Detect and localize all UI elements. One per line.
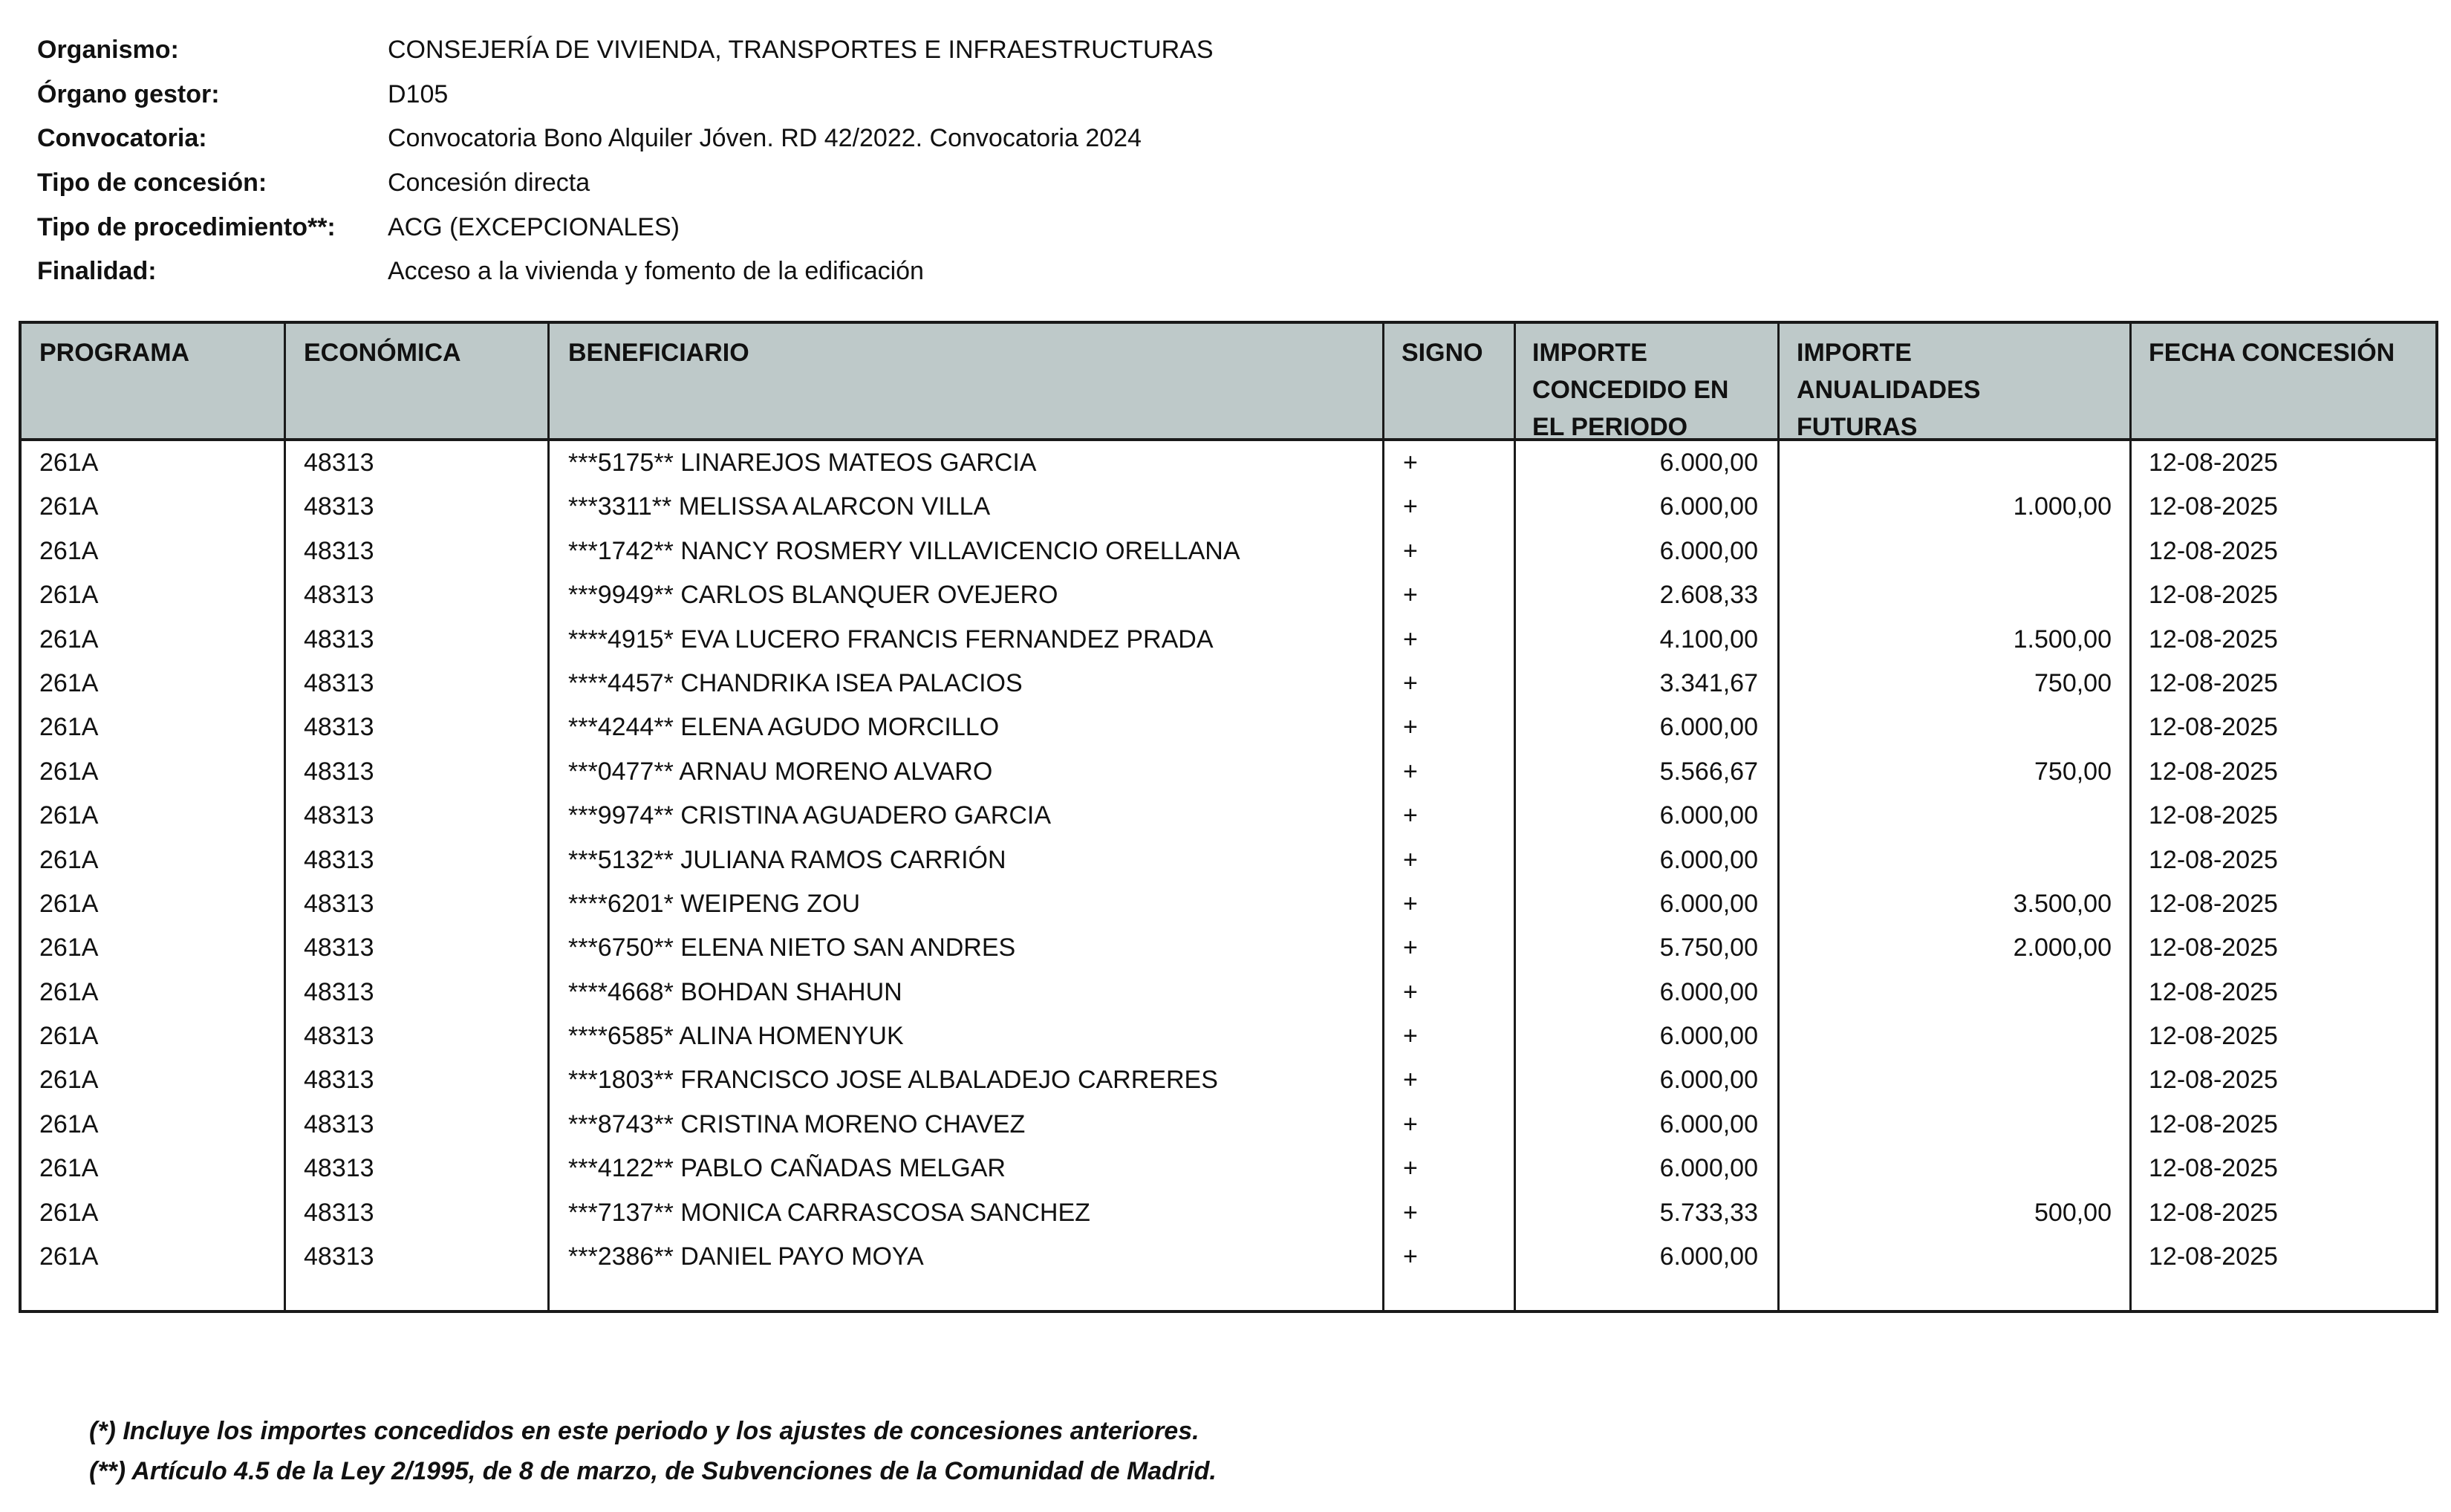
table-row: [22, 662, 2435, 706]
cell-economica: 48313: [304, 1022, 374, 1051]
cell-importe: 6.000,00: [1659, 536, 1758, 565]
cell-importe: 5.566,67: [1659, 757, 1758, 786]
table-row: [22, 441, 2435, 485]
cell-programa: 261A: [39, 1022, 99, 1051]
table-row: [22, 1147, 2435, 1190]
cell-importe: 5.733,33: [1659, 1198, 1758, 1227]
cell-programa: 261A: [39, 933, 99, 962]
cell-economica: 48313: [304, 1154, 374, 1183]
info-value: Convocatoria Bono Alquiler Jóven. RD 42/2022. Convocatoria 2024: [388, 124, 1142, 153]
cell-importe: 4.100,00: [1659, 625, 1758, 654]
cell-programa: 261A: [39, 845, 99, 874]
cell-fecha: 12-08-2025: [2149, 845, 2278, 874]
cell-signo: +: [1403, 1109, 1418, 1138]
cell-beneficiario: ***1742** NANCY ROSMERY VILLAVICENCIO ORELLANA: [568, 536, 1240, 565]
cell-importe: 6.000,00: [1659, 977, 1758, 1006]
header-programa: PROGRAMA: [39, 339, 190, 367]
cell-beneficiario: ****4457* CHANDRIKA ISEA PALACIOS: [568, 668, 1023, 697]
cell-anualidades: [1814, 441, 2112, 485]
table-row: [22, 750, 2435, 794]
cell-signo: +: [1403, 668, 1418, 697]
cell-anualidades: [1814, 529, 2112, 573]
cell-programa: 261A: [39, 492, 99, 521]
cell-signo: +: [1403, 1198, 1418, 1227]
cell-beneficiario: ***8743** CRISTINA MORENO CHAVEZ: [568, 1109, 1026, 1138]
cell-signo: +: [1403, 845, 1418, 874]
table-row: [22, 573, 2435, 617]
info-label: Finalidad:: [37, 257, 157, 286]
cell-beneficiario: ***3311** MELISSA ALARCON VILLA: [568, 492, 991, 521]
info-label: Tipo de procedimiento**:: [37, 212, 336, 241]
cell-anualidades: [1814, 1058, 2112, 1102]
cell-fecha: 12-08-2025: [2149, 933, 2278, 962]
info-label: Convocatoria:: [37, 124, 207, 153]
cell-beneficiario: ***9949** CARLOS BLANQUER OVEJERO: [568, 581, 1058, 610]
cell-economica: 48313: [304, 1109, 374, 1138]
info-block: [37, 28, 1214, 294]
cell-signo: +: [1403, 977, 1418, 1006]
cell-signo: +: [1403, 1154, 1418, 1183]
cell-anualidades: 500,00: [2034, 1198, 2112, 1227]
cell-beneficiario: ****4915* EVA LUCERO FRANCIS FERNANDEZ PRADA: [568, 625, 1214, 654]
cell-signo: +: [1403, 801, 1418, 830]
table-row: [22, 971, 2435, 1014]
cell-signo: +: [1403, 933, 1418, 962]
cell-economica: 48313: [304, 845, 374, 874]
cell-anualidades: [1814, 838, 2112, 882]
table-header: [22, 324, 2435, 441]
cell-anualidades: [1814, 1235, 2112, 1279]
cell-anualidades: [1814, 573, 2112, 617]
cell-fecha: 12-08-2025: [2149, 713, 2278, 742]
cell-fecha: 12-08-2025: [2149, 536, 2278, 565]
footnote-1: (*) Incluye los importes concedidos en este periodo y los ajustes de concesiones anteriores.: [89, 1417, 1200, 1445]
cell-anualidades: 750,00: [2034, 668, 2112, 697]
cell-beneficiario: ***2386** DANIEL PAYO MOYA: [568, 1242, 924, 1271]
cell-importe: 6.000,00: [1659, 1066, 1758, 1095]
info-row: [37, 161, 1214, 206]
cell-anualidades: 2.000,00: [2013, 933, 2112, 962]
cell-signo: +: [1403, 625, 1418, 654]
cell-anualidades: 1.000,00: [2013, 492, 2112, 521]
cell-importe: 2.608,33: [1659, 581, 1758, 610]
cell-economica: 48313: [304, 1242, 374, 1271]
cell-anualidades: [1814, 971, 2112, 1014]
cell-programa: 261A: [39, 713, 99, 742]
cell-fecha: 12-08-2025: [2149, 1242, 2278, 1271]
cell-economica: 48313: [304, 625, 374, 654]
table-row: [22, 926, 2435, 970]
cell-programa: 261A: [39, 536, 99, 565]
header-importe-line2: CONCEDIDO EN: [1532, 376, 1729, 404]
cell-signo: +: [1403, 1022, 1418, 1051]
cell-economica: 48313: [304, 668, 374, 697]
cell-fecha: 12-08-2025: [2149, 977, 2278, 1006]
cell-importe: 3.341,67: [1659, 668, 1758, 697]
table-row: [22, 706, 2435, 749]
cell-fecha: 12-08-2025: [2149, 492, 2278, 521]
info-row: [37, 28, 1214, 73]
cell-signo: +: [1403, 581, 1418, 610]
cell-economica: 48313: [304, 933, 374, 962]
cell-beneficiario: ***6750** ELENA NIETO SAN ANDRES: [568, 933, 1016, 962]
cell-programa: 261A: [39, 1242, 99, 1271]
table-row: [22, 1103, 2435, 1147]
cell-fecha: 12-08-2025: [2149, 757, 2278, 786]
cell-economica: 48313: [304, 889, 374, 918]
info-value: ACG (EXCEPCIONALES): [388, 212, 680, 241]
cell-programa: 261A: [39, 889, 99, 918]
cell-anualidades: [1814, 706, 2112, 749]
header-beneficiario: BENEFICIARIO: [568, 339, 749, 367]
cell-anualidades: 1.500,00: [2013, 625, 2112, 654]
cell-anualidades: 3.500,00: [2013, 889, 2112, 918]
cell-economica: 48313: [304, 801, 374, 830]
info-row: [37, 73, 1214, 117]
cell-beneficiario: ***0477** ARNAU MORENO ALVARO: [568, 757, 993, 786]
table-row: [22, 1058, 2435, 1102]
cell-programa: 261A: [39, 668, 99, 697]
cell-economica: 48313: [304, 757, 374, 786]
cell-anualidades: [1814, 1103, 2112, 1147]
info-label: Organismo:: [37, 36, 179, 65]
header-importe-line1: IMPORTE: [1532, 339, 1647, 367]
info-value: Acceso a la vivienda y fomento de la edificación: [388, 257, 924, 286]
cell-programa: 261A: [39, 1154, 99, 1183]
info-row: [37, 250, 1214, 294]
info-value: D105: [388, 79, 449, 108]
cell-anualidades: [1814, 794, 2112, 838]
cell-beneficiario: ***9974** CRISTINA AGUADERO GARCIA: [568, 801, 1052, 830]
cell-importe: 6.000,00: [1659, 1242, 1758, 1271]
header-anual-line1: IMPORTE: [1797, 339, 1912, 367]
cell-beneficiario: ****6201* WEIPENG ZOU: [568, 889, 861, 918]
cell-signo: +: [1403, 449, 1418, 477]
cell-signo: +: [1403, 889, 1418, 918]
cell-importe: 6.000,00: [1659, 845, 1758, 874]
cell-signo: +: [1403, 1066, 1418, 1095]
cell-economica: 48313: [304, 492, 374, 521]
cell-importe: 6.000,00: [1659, 801, 1758, 830]
info-row: [37, 205, 1214, 250]
header-anual-line2: ANUALIDADES: [1797, 376, 1981, 404]
cell-importe: 6.000,00: [1659, 449, 1758, 477]
info-label: Órgano gestor:: [37, 79, 220, 108]
cell-programa: 261A: [39, 581, 99, 610]
cell-fecha: 12-08-2025: [2149, 581, 2278, 610]
cell-beneficiario: ***7137** MONICA CARRASCOSA SANCHEZ: [568, 1198, 1090, 1227]
table-row: [22, 838, 2435, 882]
cell-programa: 261A: [39, 625, 99, 654]
cell-programa: 261A: [39, 449, 99, 477]
cell-economica: 48313: [304, 581, 374, 610]
cell-economica: 48313: [304, 536, 374, 565]
cell-beneficiario: ***4122** PABLO CAÑADAS MELGAR: [568, 1154, 1006, 1183]
header-signo: SIGNO: [1402, 339, 1483, 367]
cell-programa: 261A: [39, 1109, 99, 1138]
cell-economica: 48313: [304, 1198, 374, 1227]
cell-fecha: 12-08-2025: [2149, 1154, 2278, 1183]
header-importe-anualidades: [1797, 334, 1980, 446]
cell-anualidades: [1814, 1147, 2112, 1190]
footnote-2: (**) Artículo 4.5 de la Ley 2/1995, de 8 de marzo, de Subvenciones de la Comunidad de Madrid.: [89, 1457, 1217, 1485]
header-economica: ECONÓMICA: [304, 339, 461, 367]
footnotes: [89, 1411, 1217, 1491]
cell-beneficiario: ****4668* BOHDAN SHAHUN: [568, 977, 902, 1006]
cell-anualidades: [1814, 1014, 2112, 1058]
info-label: Tipo de concesión:: [37, 169, 267, 198]
cell-importe: 5.750,00: [1659, 933, 1758, 962]
table-row: [22, 882, 2435, 926]
table-row: [22, 1235, 2435, 1279]
header-anual-line3: FUTURAS: [1797, 413, 1918, 441]
header-fecha: FECHA CONCESIÓN: [2149, 339, 2395, 367]
table-row: [22, 1191, 2435, 1235]
cell-fecha: 12-08-2025: [2149, 668, 2278, 697]
cell-signo: +: [1403, 713, 1418, 742]
cell-fecha: 12-08-2025: [2149, 1109, 2278, 1138]
header-importe-line3: EL PERIODO: [1532, 413, 1688, 441]
cell-importe: 6.000,00: [1659, 1109, 1758, 1138]
cell-economica: 48313: [304, 713, 374, 742]
table-row: [22, 529, 2435, 573]
cell-programa: 261A: [39, 977, 99, 1006]
info-value: CONSEJERÍA DE VIVIENDA, TRANSPORTES E INFRAESTRUCTURAS: [388, 36, 1214, 65]
cell-importe: 6.000,00: [1659, 1022, 1758, 1051]
cell-programa: 261A: [39, 757, 99, 786]
table-row: [22, 1014, 2435, 1058]
info-value: Concesión directa: [388, 169, 590, 198]
cell-beneficiario: ***5132** JULIANA RAMOS CARRIÓN: [568, 845, 1006, 874]
cell-importe: 6.000,00: [1659, 889, 1758, 918]
cell-fecha: 12-08-2025: [2149, 801, 2278, 830]
cell-importe: 6.000,00: [1659, 713, 1758, 742]
cell-beneficiario: ***4244** ELENA AGUDO MORCILLO: [568, 713, 1000, 742]
cell-fecha: 12-08-2025: [2149, 625, 2278, 654]
cell-signo: +: [1403, 1242, 1418, 1271]
cell-anualidades: 750,00: [2034, 757, 2112, 786]
cell-beneficiario: ****6585* ALINA HOMENYUK: [568, 1022, 904, 1051]
cell-economica: 48313: [304, 1066, 374, 1095]
cell-beneficiario: ***5175** LINAREJOS MATEOS GARCIA: [568, 449, 1037, 477]
cell-fecha: 12-08-2025: [2149, 1198, 2278, 1227]
cell-beneficiario: ***1803** FRANCISCO JOSE ALBALADEJO CARRERES: [568, 1066, 1218, 1095]
concessions-table: [19, 321, 2438, 1313]
table-row: [22, 618, 2435, 662]
cell-economica: 48313: [304, 977, 374, 1006]
cell-fecha: 12-08-2025: [2149, 889, 2278, 918]
cell-importe: 6.000,00: [1659, 492, 1758, 521]
cell-economica: 48313: [304, 449, 374, 477]
cell-signo: +: [1403, 536, 1418, 565]
cell-programa: 261A: [39, 801, 99, 830]
table-body: [22, 441, 2435, 1279]
cell-fecha: 12-08-2025: [2149, 1066, 2278, 1095]
cell-programa: 261A: [39, 1066, 99, 1095]
cell-signo: +: [1403, 757, 1418, 786]
cell-signo: +: [1403, 492, 1418, 521]
cell-fecha: 12-08-2025: [2149, 449, 2278, 477]
header-importe-concedido: [1532, 334, 1728, 446]
table-row: [22, 794, 2435, 838]
cell-importe: 6.000,00: [1659, 1154, 1758, 1183]
cell-fecha: 12-08-2025: [2149, 1022, 2278, 1051]
info-row: [37, 117, 1214, 161]
cell-programa: 261A: [39, 1198, 99, 1227]
table-row: [22, 485, 2435, 529]
